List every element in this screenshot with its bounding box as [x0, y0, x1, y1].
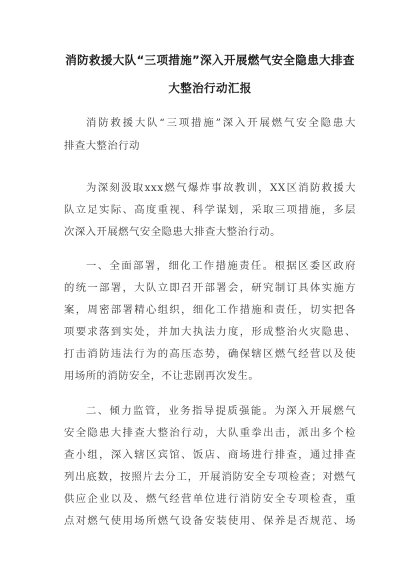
paragraph-1-line-3: 次深入开展燃气安全隐患大排查大整治行动。 [64, 226, 281, 238]
subtitle-line-1: 消防救援大队“三项措施”深入开展燃气安全隐患大 [86, 117, 356, 129]
paragraph-2-line-3: 案，周密部署精心组织，细化工作措施和责任，切实把各 [64, 304, 356, 316]
document-title-line-2: 大整治行动汇报 [168, 81, 252, 95]
paragraph-3-line-6: 点对燃气使用场所燃气设备安装使用、保养是否规范、场 [64, 515, 356, 527]
paragraph-2-line-2: 的统一部署，大队立即召开部署会，研究制订具体实施方 [64, 282, 356, 294]
paragraph-2-line-5: 打击消防违法行为的高压态势，确保辖区燃气经营以及使 [64, 348, 356, 360]
paragraph-2-line-1: 一、全面部署，细化工作措施责任。根据区委区政府 [86, 260, 356, 272]
paragraph-3-line-4: 列出底数，按照片去分工，开展消防安全专项检查；对燃气 [64, 471, 356, 483]
paragraph-3-line-5: 供应企业以及、燃气经营单位进行消防安全专项检查，重 [64, 493, 356, 505]
paragraph-1-line-1: 为深刻汲取xxx燃气爆炸事故教训，XX区消防救援大 [86, 182, 356, 194]
subtitle-line-2: 排查大整治行动 [64, 140, 140, 152]
paragraph-3-line-3: 查小组，深入辖区宾馆、饭店、商场进行排查，通过排查 [64, 449, 356, 461]
paragraph-3-line-1: 二、倾力监管，业务指导提质强能。为深入开展燃气 [86, 405, 356, 417]
paragraph-2-line-4: 项要求落到实处，并加大执法力度，形成整治火灾隐患、 [64, 326, 356, 338]
document-title-line-1: 消防救援大队“三项措施”深入开展燃气安全隐患大排查 [65, 53, 355, 67]
paragraph-3-line-2: 安全隐患大排查大整治行动，大队重拳出击，派出多个检 [64, 427, 356, 439]
paragraph-2-line-6: 用场所的消防安全，不让悲剧再次发生。 [64, 370, 260, 382]
paragraph-1-line-2: 队立足实际、高度重视、科学谋划，采取三项措施，多层 [64, 204, 356, 216]
